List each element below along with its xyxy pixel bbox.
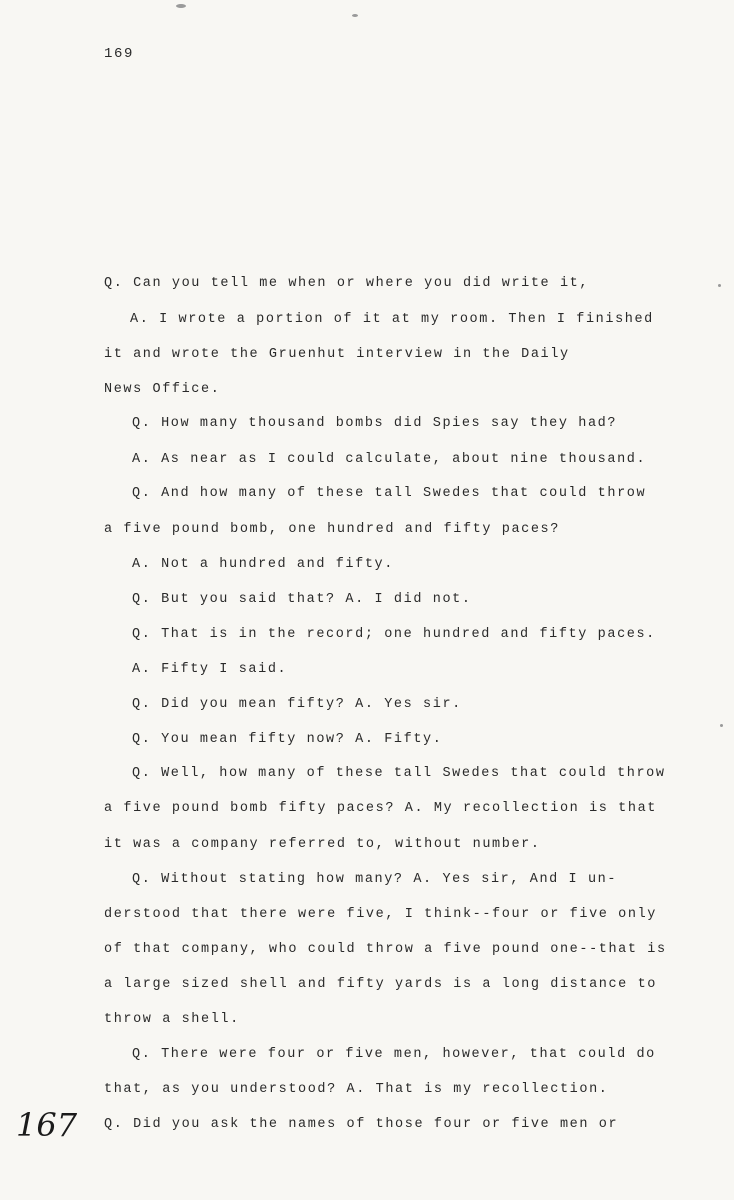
text-line: Q. Well, how many of these tall Swedes that could throw [132, 766, 666, 781]
text-line: Q. Did you mean fifty? A. Yes sir. [132, 697, 462, 712]
text-line: Q. And how many of these tall Swedes that could throw [132, 486, 647, 501]
scan-speck [720, 724, 723, 727]
text-line: derstood that there were five, I think--four or five only [104, 907, 657, 922]
handwritten-margin-number: 167 [16, 1106, 78, 1144]
scan-speck [176, 4, 186, 8]
text-line: Q. How many thousand bombs did Spies say they had? [132, 416, 618, 431]
text-line: throw a shell. [104, 1012, 240, 1027]
text-line: Q. Without stating how many? A. Yes sir, And I un- [132, 872, 618, 887]
text-line: a five pound bomb, one hundred and fifty paces? [104, 522, 560, 537]
scan-speck [352, 14, 358, 17]
text-line: a large sized shell and fifty yards is a long distance to [104, 977, 657, 992]
text-line: News Office. [104, 382, 221, 397]
text-line: A. I wrote a portion of it at my room. Then I finished [130, 312, 654, 327]
text-line: it was a company referred to, without number. [104, 837, 541, 852]
text-line: Q. Did you ask the names of those four or five men or [104, 1117, 619, 1132]
text-line: that, as you understood? A. That is my recollection. [104, 1082, 609, 1097]
text-line: Q. But you said that? A. I did not. [132, 592, 472, 607]
text-line: a five pound bomb fifty paces? A. My recollection is that [104, 801, 657, 816]
page-number: 169 [104, 46, 135, 62]
text-line: Q. That is in the record; one hundred and fifty paces. [132, 627, 656, 642]
text-line: of that company, who could throw a five pound one--that is [104, 942, 667, 957]
text-line: A. Fifty I said. [132, 662, 288, 677]
text-line: it and wrote the Gruenhut interview in the Daily [104, 347, 570, 362]
text-line: A. Not a hundred and fifty. [132, 557, 394, 572]
text-line: A. As near as I could calculate, about nine thousand. [132, 452, 647, 467]
text-line: Q. There were four or five men, however, that could do [132, 1047, 656, 1062]
text-line: Q. Can you tell me when or where you did write it, [104, 276, 590, 291]
text-line: Q. You mean fifty now? A. Fifty. [132, 732, 443, 747]
scan-speck [718, 284, 721, 287]
